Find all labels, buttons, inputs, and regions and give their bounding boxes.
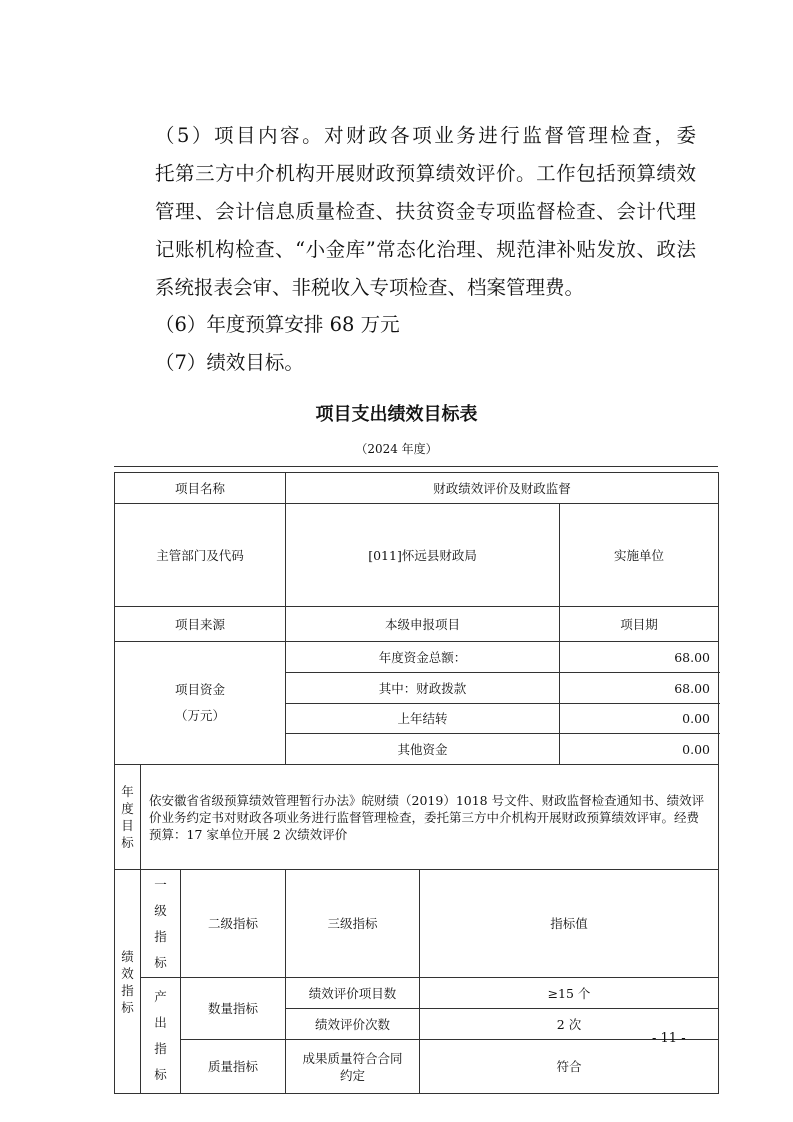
paragraph-performance-goal: （7）绩效目标。 <box>155 351 304 374</box>
text-line: 管理、会计信息质量检查、扶贫资金专项监督检查、会计代理 <box>155 200 696 223</box>
funds-row-label: 其他资金 <box>286 734 560 765</box>
funds-row-value: 0.00 <box>560 734 719 765</box>
performance-indicator-label: 绩 效 指 标 <box>115 870 141 1094</box>
table-row <box>115 870 719 978</box>
quantity-indicator-label: 数量指标 <box>181 978 286 1040</box>
paragraph-project-content <box>116 117 696 307</box>
table-row <box>115 978 719 1009</box>
text-line: 托第三方中介机构开展财政预算绩效评价。工作包括预算绩效 <box>155 162 696 185</box>
paragraph-annual-budget: （6）年度预算安排 68 万元 <box>155 313 400 336</box>
performance-target-table <box>114 472 719 1094</box>
divider <box>114 466 718 467</box>
period-label: 项目期 <box>560 607 719 642</box>
dept-label: 主管部门及代码 <box>115 504 286 607</box>
text-line: 系统报表会审、非税收入专项检查、档案管理费。 <box>155 276 585 299</box>
funds-row-label: 其中：财政拨款 <box>286 673 560 704</box>
source-value: 本级申报项目 <box>286 607 560 642</box>
impl-label: 实施单位 <box>560 504 719 607</box>
table-row <box>115 504 719 607</box>
level2-header: 二级指标 <box>181 870 286 978</box>
level3-header: 三级指标 <box>286 870 420 978</box>
funds-row-value: 0.00 <box>560 704 719 734</box>
funds-unit: （万元） <box>175 708 226 723</box>
text-line: （5）项目内容。对财政各项业务进行监督管理检查，委 <box>155 124 696 147</box>
indicator-name: 绩效评价项目数 <box>286 978 420 1009</box>
project-name-label: 项目名称 <box>115 473 286 504</box>
text-line: 记账机构检查、“小金库”常态化治理、规范津补贴发放、政法 <box>155 238 696 261</box>
quality-indicator-label: 质量指标 <box>181 1040 286 1094</box>
project-name-value: 财政绩效评价及财政监督 <box>286 473 719 504</box>
level1-header: 一 级 指 标 <box>141 870 181 978</box>
table-row <box>115 473 719 504</box>
funds-row-label: 上年结转 <box>286 704 560 734</box>
table-row <box>115 765 719 870</box>
table-row <box>115 607 719 642</box>
page-number: - 11 - <box>652 1031 686 1046</box>
funds-row-value: 68.00 <box>560 673 719 704</box>
funds-label: 项目资金 <box>175 682 226 697</box>
table-row <box>115 642 719 673</box>
dept-value: [011]怀远县财政局 <box>286 504 560 607</box>
output-indicator-label: 产 出 指 标 <box>141 978 181 1094</box>
indicator-value: 2 次 <box>420 1009 719 1040</box>
indicator-name: 成果质量符合合同约定 <box>286 1040 420 1094</box>
value-header: 指标值 <box>420 870 719 978</box>
indicator-value: ≥15 个 <box>420 978 719 1009</box>
funds-row-label: 年度资金总额： <box>286 642 560 673</box>
source-label: 项目来源 <box>115 607 286 642</box>
funds-row-value: 68.00 <box>560 642 719 673</box>
table-year: （2024 年度） <box>355 442 438 456</box>
indicator-value: 符合 <box>420 1040 719 1094</box>
funds-label-cell <box>115 642 286 765</box>
goal-text: 依安徽省省级预算绩效管理暂行办法》皖财绩（2019）1018 号文件、财政监督检查通知书、绩效评价业务约定书对财政各项业务进行监督管理检查，委托第三方中介机构开展财政预算绩效评审。经费预算：17 家单位开展 2 次绩效评价 <box>141 765 719 870</box>
table-row <box>115 1040 719 1094</box>
goal-label: 年 度 目 标 <box>115 765 141 870</box>
table-title: 项目支出绩效目标表 <box>315 404 478 425</box>
indicator-name: 绩效评价次数 <box>286 1009 420 1040</box>
